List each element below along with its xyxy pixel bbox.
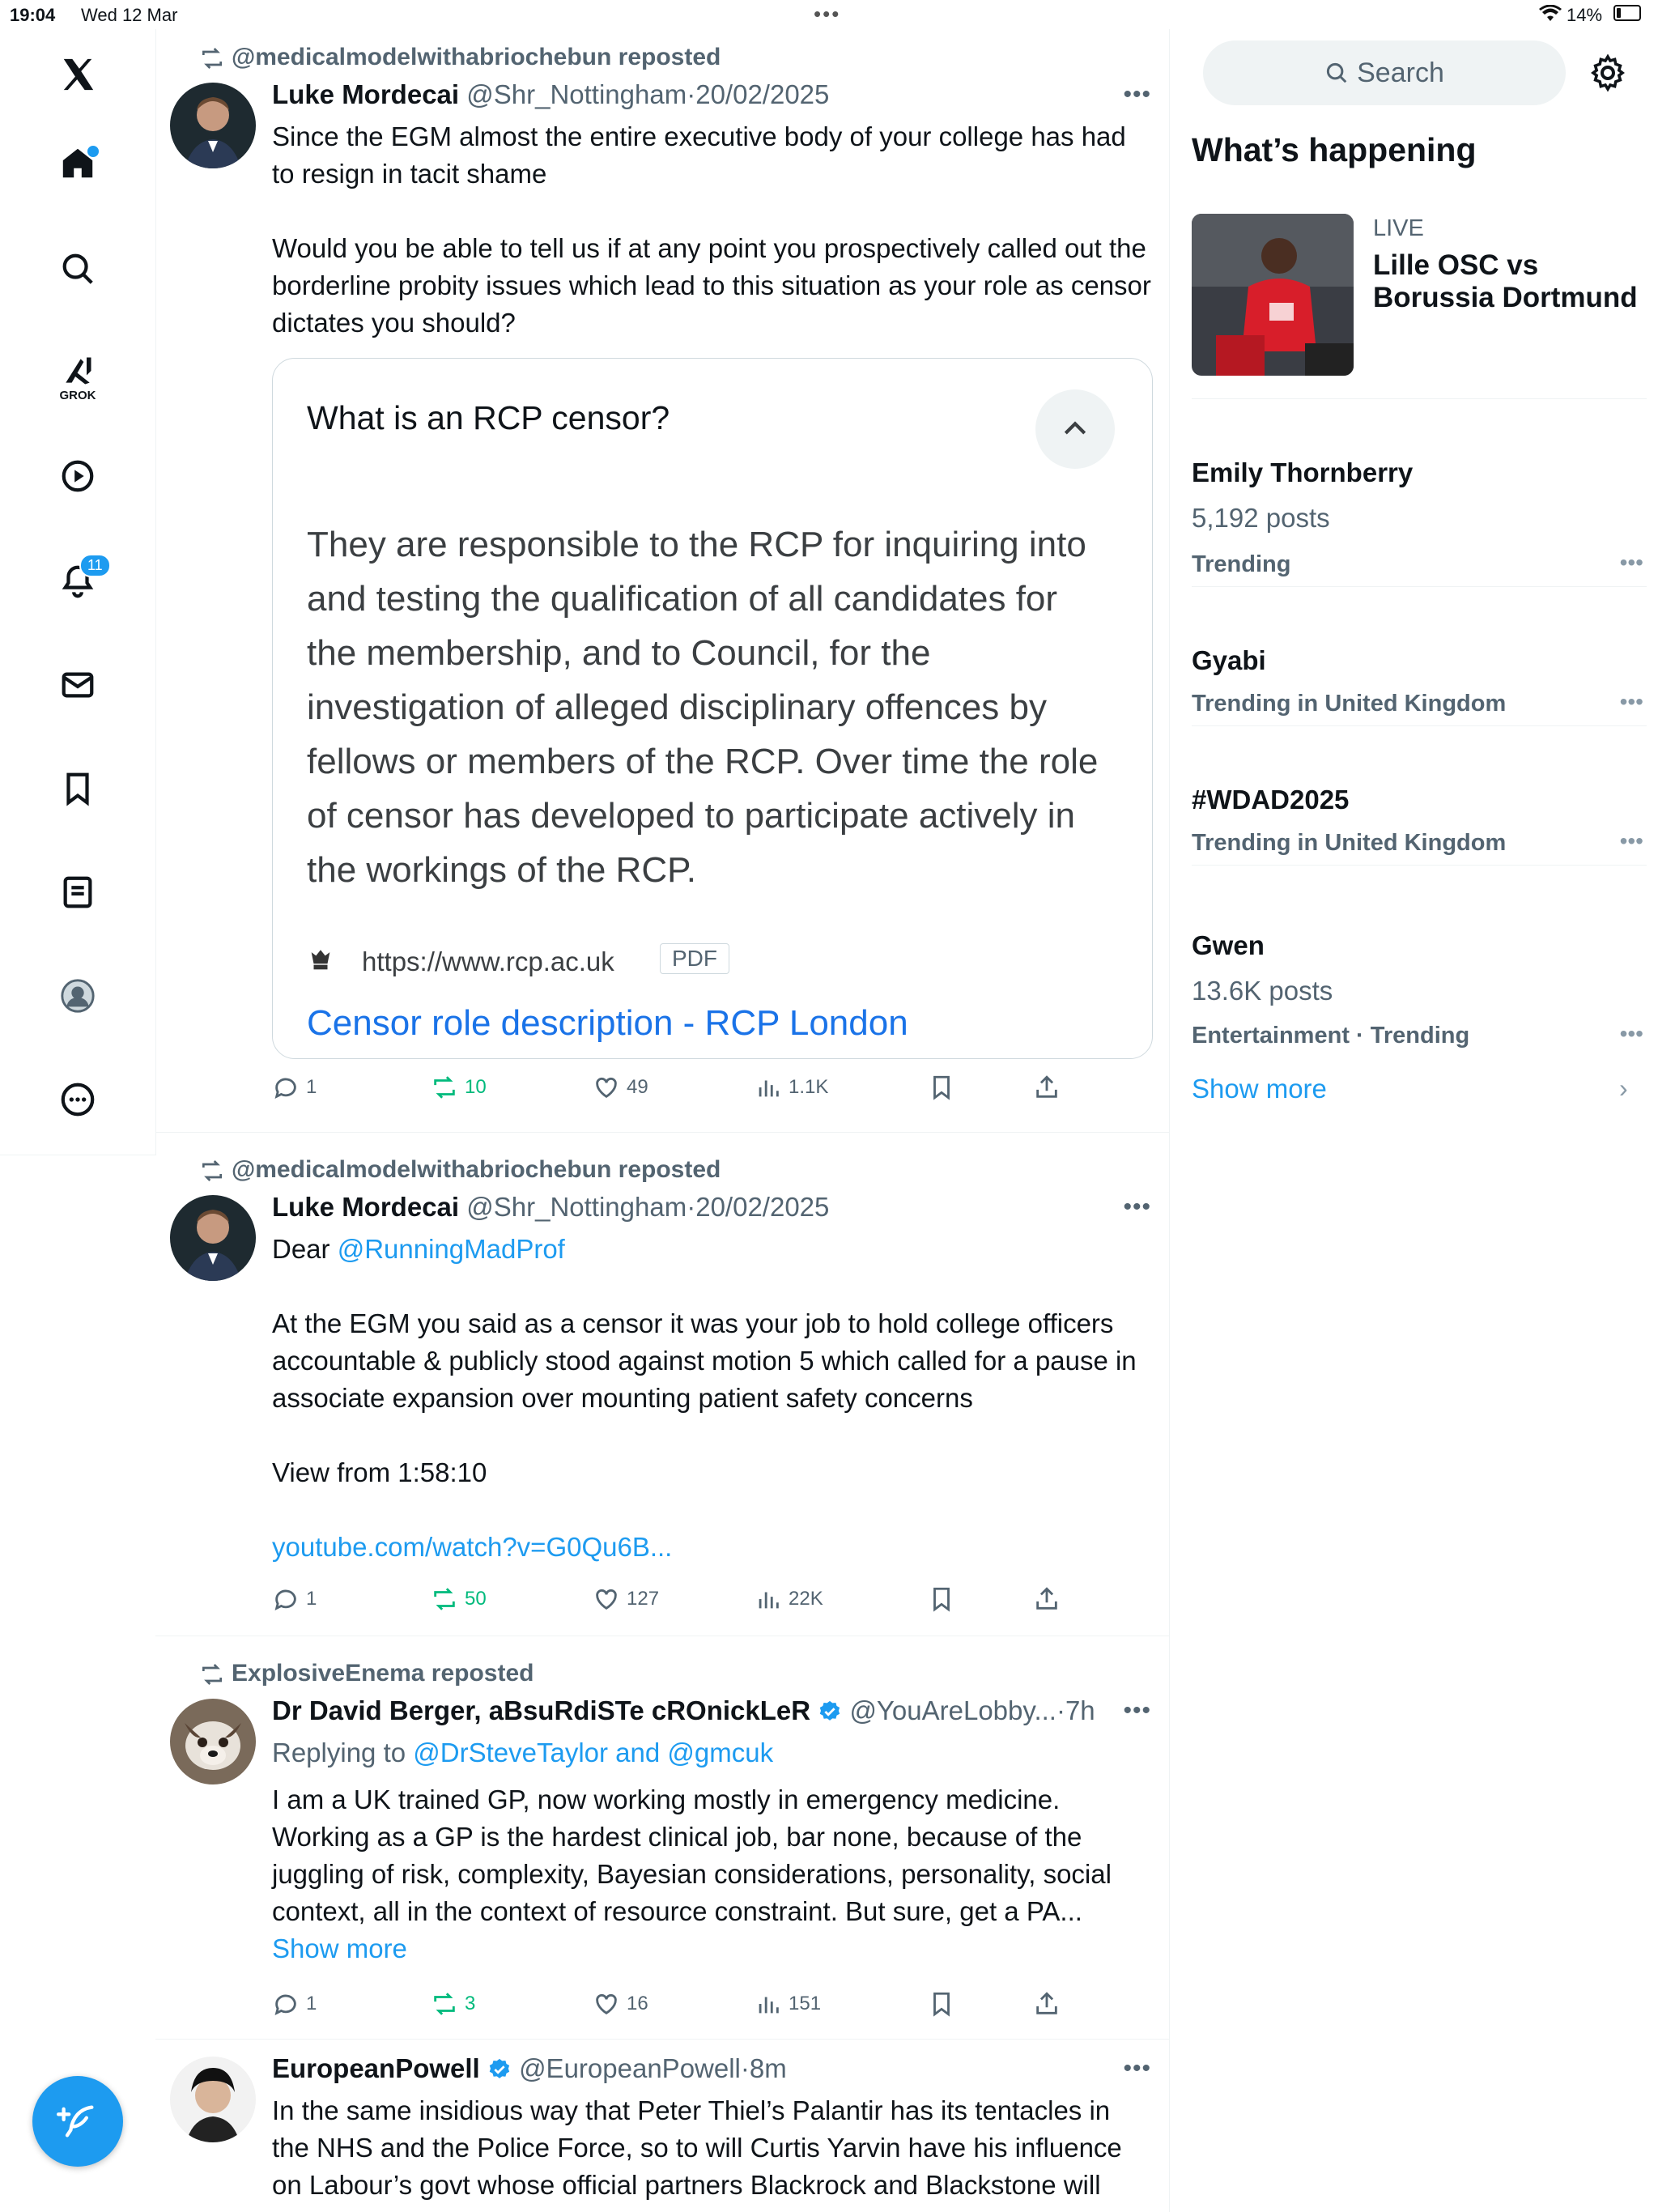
avatar[interactable] [170,83,256,168]
tweet-header: Luke Mordecai @Shr_Nottingham·20/02/2025 [272,1192,830,1222]
trend-item[interactable] [1192,725,1647,866]
battery-percent: 14% [1567,5,1603,25]
views-icon [755,1990,782,2018]
avatar[interactable] [170,2057,256,2142]
grok-icon [60,353,96,389]
reply-count: 1 [306,1993,317,2014]
tweet-card[interactable] [155,2039,1169,2212]
file-type-badge: PDF [660,943,729,974]
share-icon [1033,1074,1061,1101]
replying-to-mentions[interactable]: @DrSteveTaylor and @gmcuk [413,1738,774,1767]
repost-icon [431,1990,458,2018]
search-placeholder: Search [1357,57,1444,88]
wifi-icon [1538,5,1562,23]
bookmark-icon [928,1585,955,1613]
status-bar [0,0,1658,29]
like-button[interactable] [593,1990,648,2018]
more-icon[interactable]: ••• [1619,1021,1643,1046]
timeline[interactable] [155,29,1170,2212]
verified-badge-icon [487,2057,512,2082]
tweet-date[interactable]: 20/02/2025 [695,79,830,109]
repost-indicator [232,1660,534,1687]
more-icon[interactable]: ••• [1619,550,1643,575]
card-body: They are responsible to the RCP for inquiring into and testing the qualification of all candidates for the membership, and to Council, for the investigation of alleged disciplinary offences by fellows or members of the RCP. Over time the role of censor has developed to participate actively in the workings of the RCP. [307,525,1099,890]
trend-name: #WDAD2025 [1192,785,1350,815]
more-icon[interactable]: ••• [1123,1697,1151,1724]
bookmark-button[interactable] [928,1074,955,1101]
tweet-card[interactable] [155,1636,1169,2040]
repost-icon [199,1158,225,1184]
trend-meta: Trending [1192,551,1291,577]
trend-item[interactable] [1192,865,1647,1052]
reply-count: 1 [306,1076,317,1098]
reply-button[interactable] [272,1074,317,1101]
grok-nav-item[interactable] [57,345,99,410]
status-date: Wed 12 Mar [81,5,178,25]
show-more-link[interactable]: Show more [272,1933,407,1963]
compose-post-button[interactable] [32,2076,123,2167]
repost-count: 50 [465,1588,487,1610]
site-favicon-icon [307,946,334,974]
repost-button[interactable] [431,1585,487,1613]
reply-icon [272,1585,300,1613]
show-more-link[interactable]: Show more [1192,1074,1327,1104]
reply-icon [272,1990,300,2018]
more-icon[interactable]: ••• [1123,81,1151,108]
bookmark-icon [928,1990,955,2018]
author-name[interactable]: Luke Mordecai [272,1192,460,1222]
repost-icon [431,1585,458,1613]
status-time: 19:04 [10,5,56,25]
repost-by: @medicalmodelwithabriochebun reposted [232,44,721,70]
right-sidebar [1169,29,1658,2212]
collapse-button[interactable] [1035,389,1115,469]
share-button[interactable] [1033,1585,1061,1613]
card-source-url: https://www.rcp.ac.uk [362,946,614,976]
views-button[interactable] [755,1585,823,1613]
notifications-icon[interactable] [57,557,103,602]
repost-by: @medicalmodelwithabriochebun reposted [232,1156,721,1183]
replying-prefix: Replying to [272,1738,414,1767]
live-label: LIVE [1373,215,1424,241]
repost-button[interactable] [431,1074,487,1101]
tweet-text: Since the EGM almost the entire executive body of your college has had to resign in tacit shame Would you be able to tell us if at any point you prospectively called out the borderline probity issues which lead to this situation as your role as censor dictates you should? [272,121,1151,338]
verified-badge-icon [818,1699,842,1724]
grok-label: GROK [59,388,96,402]
more-icon[interactable]: ••• [1123,1193,1151,1220]
repost-button[interactable] [431,1990,475,2018]
live-event-title[interactable]: Lille OSC vs Borussia Dortmund [1373,249,1638,313]
like-button[interactable] [593,1585,659,1613]
bookmark-button[interactable] [928,1990,955,2018]
views-button[interactable] [755,1990,821,2018]
youtube-link[interactable]: youtube.com/watch?v=G0Qu6B... [272,1532,673,1562]
search-input[interactable] [1203,40,1566,105]
lists-icon[interactable] [57,871,99,913]
tweet-text: In the same insidious way that Peter Thiel’s Palantir has its tentacles in the NHS and the Police Force, so to will Curtis Yarvin have his influence on Labour’s govt whose official partners Blackrock and Blackstone will [272,2095,1122,2200]
like-button[interactable] [593,1074,648,1101]
section-title: What’s happening [1192,131,1477,168]
repost-icon [431,1074,458,1101]
tweet-date[interactable]: 8m [749,2053,787,2083]
search-icon [1324,61,1349,85]
more-options-icon[interactable] [57,1078,99,1121]
notifications-badge: 11 [79,554,111,577]
avatar[interactable] [170,1195,256,1281]
more-icon[interactable]: ••• [1619,689,1643,714]
like-count: 16 [627,1993,648,2014]
chevron-up-icon [1059,413,1091,445]
repost-count: 3 [465,1993,476,2014]
tweet-header: Dr David Berger, aBsuRdiSTe cROnickLeR @YouAreLobby...·7h [272,1695,1095,1725]
views-button[interactable] [755,1074,828,1101]
trend-meta: Trending in United Kingdom [1192,830,1507,856]
gear-icon[interactable] [1588,53,1627,92]
left-navigation [0,29,156,1155]
tweet-actions [272,1990,1114,2023]
repost-indicator [232,44,721,71]
share-icon [1033,1990,1061,2018]
author-name[interactable]: Luke Mordecai [272,79,460,109]
repost-indicator [232,1156,721,1184]
views-icon [755,1585,782,1613]
reply-button[interactable] [272,1585,317,1613]
live-event-thumbnail[interactable] [1192,214,1354,376]
like-count: 127 [627,1588,660,1610]
trend-meta: Trending in United Kingdom [1192,691,1507,717]
profile-icon[interactable] [57,975,99,1017]
chevron-right-icon: › [1619,1074,1628,1103]
tweet-actions [272,1585,1114,1618]
trend-name: Emily Thornberry [1192,457,1414,487]
view-count: 22K [789,1588,823,1610]
tweet-actions [272,1074,1114,1106]
author-handle[interactable]: @Shr_Nottingham [466,1192,687,1222]
share-icon [1033,1585,1061,1613]
avatar[interactable] [170,1699,256,1784]
repost-icon [199,1661,225,1687]
tweet-header: EuropeanPowell @EuropeanPowell·8m [272,2053,787,2083]
mention-link[interactable]: @RunningMadProf [337,1234,565,1264]
bookmark-icon [928,1074,955,1101]
view-count: 151 [789,1993,822,2014]
repost-by: ExplosiveEnema reposted [232,1660,534,1687]
trend-item[interactable] [1192,586,1647,726]
heart-icon [593,1585,620,1613]
feather-plus-icon [57,2100,99,2142]
replying-to [272,1734,1154,1772]
views-icon [755,1074,782,1101]
author-handle[interactable]: @EuropeanPowell [519,2053,741,2083]
greeting-text: Dear [272,1234,338,1264]
home-icon[interactable] [57,143,99,185]
trend-posts: 5,192 posts [1192,503,1330,533]
trend-name: Gyabi [1192,645,1266,675]
tweet-card[interactable] [155,29,1169,1133]
trend-meta: Entertainment · Trending [1192,1023,1470,1049]
reply-count: 1 [306,1588,317,1610]
author-handle[interactable]: @Shr_Nottingham [466,79,687,109]
reply-icon [272,1074,300,1101]
like-count: 49 [627,1076,648,1098]
author-name[interactable]: Dr David Berger, aBsuRdiSTe cROnickLeR [272,1695,811,1725]
battery-icon [1613,5,1641,21]
messages-icon[interactable] [57,664,99,706]
link-card[interactable] [272,358,1153,1059]
tweet-text: At the EGM you said as a censor it was your job to hold college officers accountable & publicly stood against motion 5 which called for a pause in associate expansion over mounting patient safety concerns View from 1:58:10 [272,1308,1137,1487]
video-icon[interactable] [57,455,99,497]
repost-icon [199,45,225,71]
reply-button[interactable] [272,1990,317,2018]
bookmarks-icon[interactable] [57,768,99,810]
tweet-card[interactable] [155,1132,1169,1636]
tweet-date[interactable]: 7h [1065,1695,1095,1725]
multitasking-dots-icon[interactable]: ••• [814,2,841,26]
more-icon[interactable]: ••• [1619,828,1643,853]
more-icon[interactable]: ••• [1123,2055,1151,2082]
author-handle[interactable]: @YouAreLobby... [849,1695,1056,1725]
home-unread-dot [86,144,100,159]
tweet-greeting [272,1231,1154,1268]
tweet-body: I am a UK trained GP, now working mostly in emergency medicine. Working as a GP is the hardest clinical job, bar none, because of the juggling of risk, complexity, Bayesian considerations, personality, social context, all in the context of resource constraint. But sure, get a PA... [272,1784,1112,1926]
repost-count: 10 [465,1076,487,1098]
view-count: 1.1K [789,1076,829,1098]
tweet-text [272,1781,1154,1967]
card-question: What is an RCP censor? [307,399,670,436]
share-button[interactable] [1033,1990,1061,2018]
bookmark-button[interactable] [928,1585,955,1613]
heart-icon [593,1990,620,2018]
search-icon[interactable] [57,248,99,290]
tweet-header: Luke Mordecai @Shr_Nottingham·20/02/2025 [272,79,830,109]
card-title-link[interactable]: Censor role description - RCP London [307,1003,908,1043]
heart-icon [593,1074,620,1101]
trend-posts: 13.6K posts [1192,976,1333,1006]
trend-item[interactable] [1192,398,1647,587]
trend-name: Gwen [1192,930,1265,960]
author-name[interactable]: EuropeanPowell [272,2053,480,2083]
x-logo-icon[interactable] [57,53,99,96]
tweet-date[interactable]: 20/02/2025 [695,1192,830,1222]
share-button[interactable] [1033,1074,1061,1101]
